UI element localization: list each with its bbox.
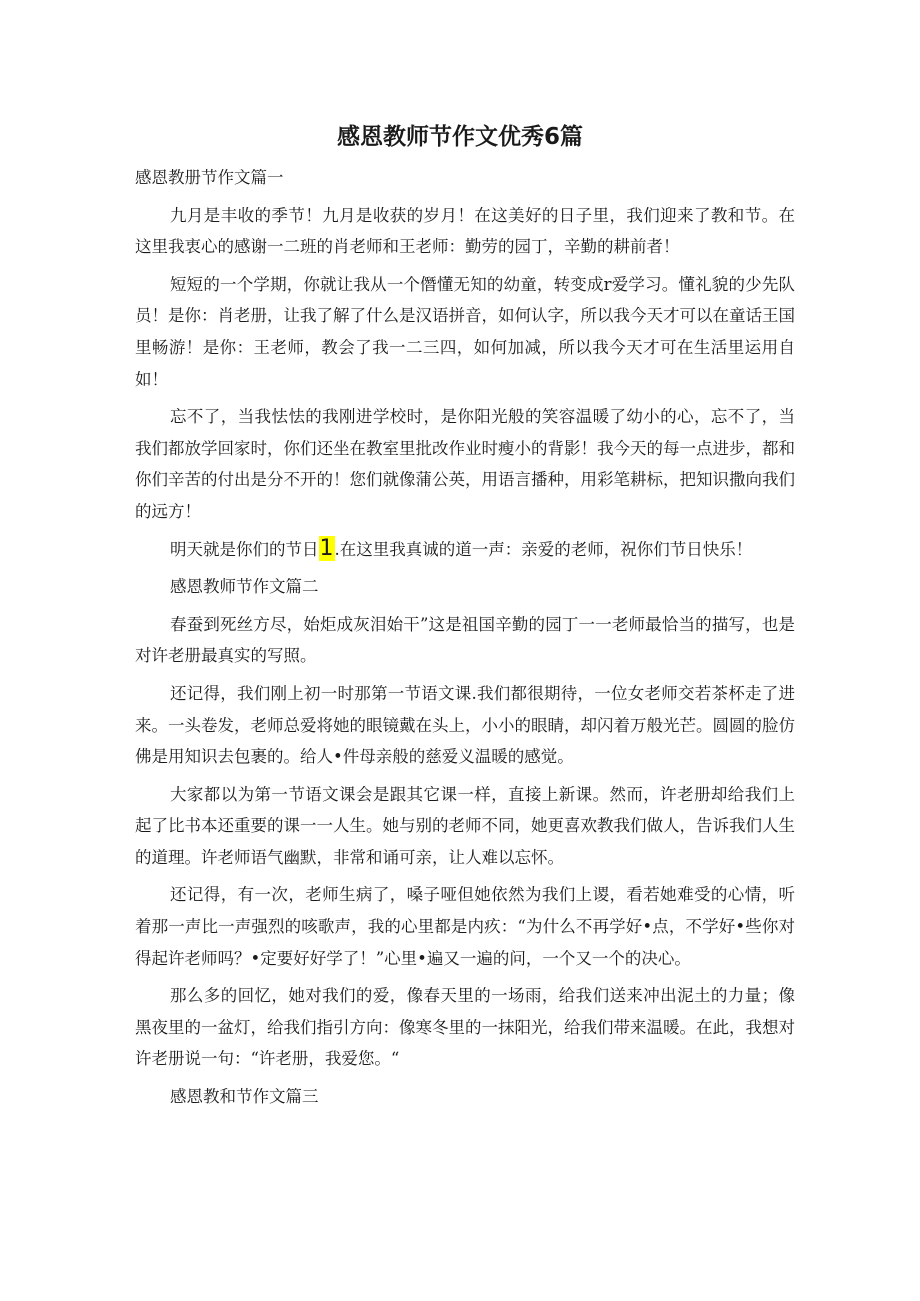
paragraph-3: 忘不了，当我怯怯的我刚进学校时，是你阳光般的笑容温暖了幼小的心，忘不了，当我们都放学回家时，你们还坐在教室里批改作业时瘦小的背影！我今天的每一点进步，都和你们辛苦的付出是分不开的！您们就像蒲公英，用语言播种，用彩笔耕标，把知识撒向我们的远方！ [135,407,795,521]
paragraph-8: 还记得，有一次，老师生病了，嗓子哑但她依然为我们上谡，看若她难受的心情，听着那一声比一声强烈的咳歌声，我的心里都是内疚：“为什么不再学好•点，不学好•些你对得起许老师吗？•定要好好学了！”心里•遍又一遍的问，一个又一个的决心。 [135,885,795,968]
paragraph-5: 春蚕到死丝方尽，始炬成灰泪始干”这是祖国辛勤的园丁一一老师最恰当的描写，也是对许老册最真实的写照。 [135,614,795,666]
paragraph-4 [135,534,795,566]
section-heading-1: 感恩教册节作文篇一 [135,168,284,187]
document-title: 感恩教师节作文优秀6篇 [336,124,583,150]
paragraph-4-start: 明天就是你们的节日 [170,539,319,559]
paragraph-4-end: .在这里我真诚的道一声：亲爱的老师，祝你们节日快乐！ [334,539,753,559]
paragraph-2: 短短的一个学期，你就让我从一个僭懂无知的幼童，转变成r爱学习。懂礼貌的少先队员！是你：肖老册，让我了解了什么是汉语拼音，如何认字，所以我今天才可以在童话王国里畅游！是你：王老师，教会了我一二三四，如何加减，所以我今天才可在生活里运用自如！ [135,274,795,389]
section-heading-2: 感恩教师节作文篇二 [170,577,319,597]
paragraph-1: 九月是丰收的季节！九月是收获的岁月！在这美好的日子里，我们迎来了教和节。在这里我衷心的感谢一二班的肖老师和王老师：勤劳的园丁，辛勤的耕前者！ [135,205,795,257]
highlighted-number: 1 [319,535,334,561]
paragraph-9: 那么多的回忆，她对我们的爱，像春天里的一场雨，给我们送来冲出泥土的力量；像黑夜里的一盆灯，给我们指引方向：像寒冬里的一抹阳光，给我们带来温暖。在此，我想对许老册说一句：“许老册，我爱您。“ [135,986,795,1069]
section-heading-3: 感恩教和节作文篇三 [170,1087,319,1107]
paragraph-6: 还记得，我们刚上初一时那第一节语文课.我们都很期待，一位女老师交若茶杯走了进来。一头卷发，老师总爱将她的眼镜戴在头上，小小的眼睛，却闪着万般光芒。圆圆的脸仿佛是用知识去包裹的。给人•件母亲般的慈爱义温暖的感觉。 [135,683,795,767]
paragraph-7: 大家都以为第一节语文课会是跟其它课一样，直接上新课。然而，许老册却给我们上起了比书本还重要的课一一人生。她与别的老师不同，她更喜欢教我们做人，告诉我们人生的道理。许老师语气幽默，非常和诵可亲，让人难以忘怀。 [135,784,795,867]
document-body [135,162,795,1113]
